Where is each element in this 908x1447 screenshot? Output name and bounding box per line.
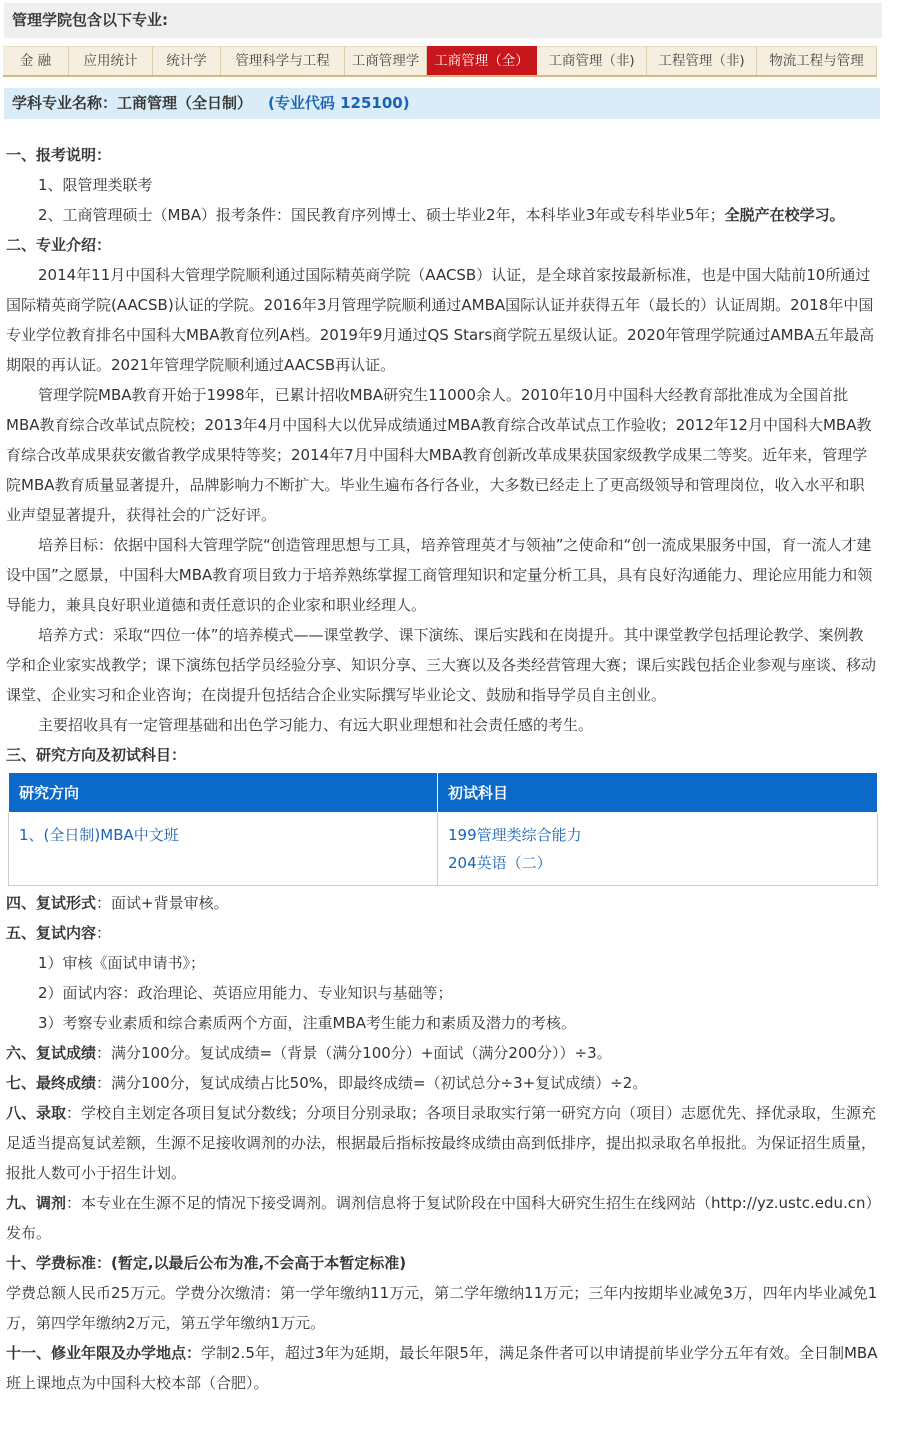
retest-form-label: 四、复试形式 — [6, 894, 97, 912]
intro-paragraph-5: 主要招收具有一定管理基础和出色学习能力、有远大职业理想和社会责任感的考生。 — [38, 716, 594, 734]
application-item-1: 1、限管理类联考 — [38, 176, 153, 194]
tab-applied-statistics[interactable]: 应用统计 — [69, 46, 153, 75]
tab-engineering-mgmt-parttime[interactable]: 工程管理（非) — [647, 46, 757, 75]
retest-content-item-3: 3）考察专业素质和综合素质两个方面，注重MBA考生能力和素质及潜力的考核。 — [38, 1014, 577, 1032]
retest-score-label: 六、复试成绩 — [6, 1044, 97, 1062]
admission-text: ：学校自主划定各项目复试分数线；分项目分别录取；各项目录取实行第一研究方向（项目）志愿优先、择优录取，生源充足适当提高复试差额，生源不足接收调剂的办法，根据最后指标按最终成绩由高到低排序，提出拟录取名单报批。为保证招生质量，报批人数可小于招生计划。 — [6, 1104, 877, 1182]
admission — [6, 1098, 878, 1188]
tuition-text: 学费总额人民币25万元。学费分次缴清：第一学年缴纳11万元，第二学年缴纳11万元；三年内按期毕业减免3万，四年内毕业减免1万，第四学年缴纳2万元，第五学年缴纳1万元。 — [6, 1284, 878, 1332]
intro-paragraph-4: 培养方式：采取“四位一体”的培养模式——课堂教学、课下演练、课后实践和在岗提升。其中课堂教学包括理论教学、案例教学和企业家实战教学；课下演练包括学员经验分享、知识分享、三大赛以及各类经营管理大赛；课后实践包括企业参观与座谈、移动课堂、企业实习和企业咨询；在岗提升包括结合企业实际撰写毕业论文、鼓励和指导学员自主创业。 — [6, 626, 877, 704]
application-item-2 — [6, 200, 878, 230]
retest-content-colon: ： — [96, 924, 112, 942]
tab-finance[interactable]: 金 融 — [3, 46, 69, 75]
major-tabs — [3, 46, 877, 77]
major-code: (专业代码 125100) — [268, 94, 410, 112]
retest-content — [6, 918, 878, 948]
application-item-2-text: 2、工商管理硕士（MBA）报考条件：国民教育序列博士、硕士毕业2年，本科毕业3年或专科毕业5年； — [38, 206, 725, 224]
final-score — [6, 1068, 878, 1098]
major-title — [4, 88, 880, 119]
retest-content-item-2: 2）面试内容：政治理论、英语应用能力、专业知识与基础等； — [38, 984, 453, 1002]
final-score-label: 七、最终成绩 — [6, 1074, 97, 1092]
study-duration — [6, 1338, 878, 1398]
application-item-2-bold: 全脱产在校学习。 — [724, 206, 845, 224]
table-header-direction: 研究方向 — [9, 773, 438, 813]
tab-management-science[interactable]: 管理科学与工程 — [221, 46, 345, 75]
section-heading-intro: 二、专业介绍： — [6, 236, 112, 254]
table-row — [9, 813, 878, 886]
intro-paragraph-2: 管理学院MBA教育开始于1998年，已累计招收MBA研究生11000余人。2010年10月中国科大经教育部批准成为全国首批MBA教育综合改革试点院校；2013年4月中国科大以优异成绩通过MBA教育综合改革试点工作验收；2012年12月中国科大MBA教育综合改革成果获安徽省教学成果特等奖；2014年7月中国科大MBA教育创新改革成果获国家级教学成果二等奖。近年来，管理学院MBA教育质量显著提升，品牌影响力不断扩大。毕业生遍布各行各业，大多数已经走上了更高级领导和管理岗位，收入水平和职业声望显著提升，获得社会的广泛好评。 — [6, 386, 872, 524]
direction-cell — [9, 813, 438, 886]
direction-link[interactable]: 1、(全日制)MBA中文班 — [19, 826, 179, 844]
retest-score — [6, 1038, 878, 1068]
adjustment — [6, 1188, 878, 1248]
major-content — [6, 140, 878, 1398]
tab-logistics[interactable]: 物流工程与管理 — [757, 46, 877, 75]
intro-paragraph-1: 2014年11月中国科大管理学院顺利通过国际精英商学院（AACSB）认证，是全球首家按最新标准，也是中国大陆前10所通过国际精英商学院(AACSB)认证的学院。2016年3月管理学院顺利通过AMBA国际认证并获得五年（最长的）认证周期。2018年中国专业学位教育排名中国科大MBA教育位列A档。2019年9月通过QS Stars商学院五星级认证。2020年管理学院通过AMBA五年最高期限的再认证。2021年管理学院顺利通过AACSB再认证。 — [6, 266, 875, 374]
final-score-text: ：满分100分，复试成绩占比50%，即最终成绩=（初试总分÷3+复试成绩）÷2。 — [96, 1074, 648, 1092]
admission-label: 八、录取 — [6, 1104, 67, 1122]
retest-score-text: ：满分100分。复试成绩=（背景（满分100分）+面试（满分200分））÷3。 — [96, 1044, 612, 1062]
major-name: 学科专业名称：工商管理（全日制） — [12, 94, 253, 112]
tab-business-admin-parttime[interactable]: 工商管理（非) — [537, 46, 647, 75]
tab-business-admin[interactable]: 工商管理学 — [345, 46, 427, 75]
retest-content-item-1: 1）审核《面试申请书》； — [38, 954, 206, 972]
adjustment-label: 九、调剂 — [6, 1194, 67, 1212]
intro-paragraph-3: 培养目标：依据中国科大管理学院“创造管理思想与工具，培养管理英才与领袖”之使命和“创一流成果服务中国，育一流人才建设中国”之愿景，中国科大MBA教育项目致力于培养熟练掌握工商管理知识和定量分析工具，具有良好沟通能力、理论应用能力和领导能力，兼具良好职业道德和责任意识的企业家和职业经理人。 — [6, 536, 873, 614]
tab-statistics[interactable]: 统计学 — [153, 46, 221, 75]
retest-content-label: 五、复试内容 — [6, 924, 97, 942]
section-heading-directions: 三、研究方向及初试科目： — [6, 746, 187, 764]
study-duration-text: 学制2.5年，超过3年为延期，最长年限5年，满足条件者可以申请提前毕业学分五年有效。全日制MBA班上课地点为中国科大校本部（合肥）。 — [6, 1344, 878, 1392]
section-heading-application: 一、报考说明： — [6, 146, 112, 164]
tab-business-admin-fulltime[interactable]: 工商管理（全） — [427, 46, 537, 75]
subject-link-1[interactable]: 199管理类综合能力 — [448, 826, 582, 844]
retest-form — [6, 888, 878, 918]
directions-table — [8, 772, 878, 886]
table-header-row — [9, 773, 878, 813]
retest-form-text: ：面试+背景审核。 — [96, 894, 229, 912]
table-header-subject: 初试科目 — [438, 773, 878, 813]
adjustment-text: ：本专业在生源不足的情况下接受调剂。调剂信息将于复试阶段在中国科大研究生招生在线网站（http://yz.ustc.edu.cn）发布。 — [6, 1194, 873, 1242]
subject-link-2[interactable]: 204英语（二） — [448, 854, 552, 872]
section-heading-tuition: 十、学费标准：(暂定,以最后公布为准,不会高于本暂定标准) — [6, 1254, 407, 1272]
subject-cell — [438, 813, 878, 886]
study-duration-label: 十一、修业年限及办学地点： — [6, 1344, 202, 1362]
section-header: 管理学院包含以下专业: — [4, 3, 882, 38]
